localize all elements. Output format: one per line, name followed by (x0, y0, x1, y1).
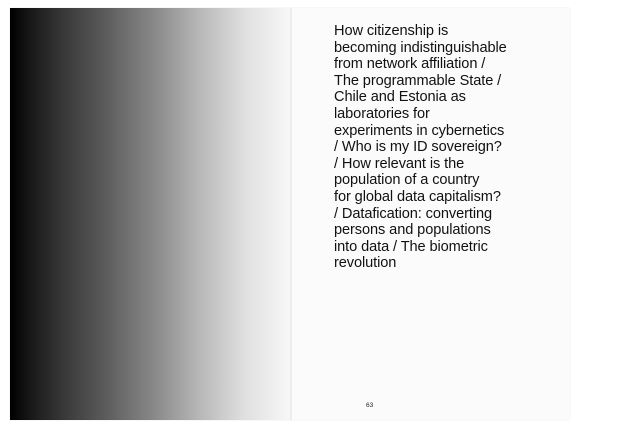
text-line: population of a country (334, 172, 480, 189)
text-line: laboratories for (334, 105, 430, 122)
text-line: How citizenship is (334, 23, 449, 39)
text-line: / Who is my ID sovereign? (334, 139, 502, 156)
body-text (334, 23, 564, 272)
text-line: from network affiliation / (334, 56, 486, 73)
left-page-gradient (10, 8, 290, 420)
text-line: becoming indistinguishable (334, 39, 507, 56)
text-line: revolution (334, 255, 397, 272)
text-line: persons and populations (334, 222, 491, 239)
text-line: experiments in cybernetics (334, 122, 505, 139)
text-line: for global data capitalism? (334, 188, 501, 205)
text-line: / How relevant is the (334, 155, 465, 172)
book-spread (10, 8, 570, 420)
text-line: / Datafication: converting (334, 205, 493, 222)
text-line: into data / The biometric (334, 238, 488, 255)
text-line: Chile and Estonia as (334, 89, 466, 106)
text-line: The programmable State / (334, 72, 502, 89)
right-page (292, 8, 570, 420)
page-number: 63 (366, 402, 374, 409)
